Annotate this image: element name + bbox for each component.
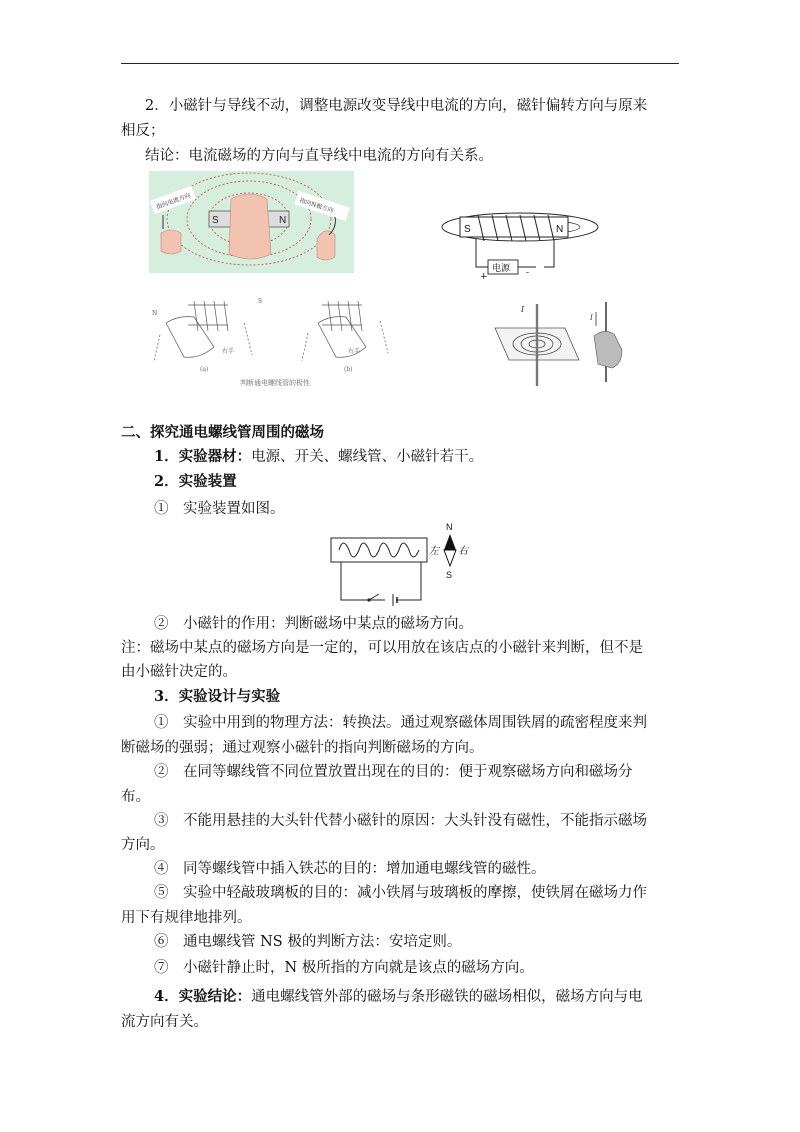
fig2-minus-label: - [526, 268, 530, 278]
step-4: ④ 同等螺线管中插入铁芯的目的：增加通电螺线管的磁性。 [154, 861, 546, 877]
apparatus-s-label: S [446, 570, 453, 580]
apparatus-left-label: 左 [429, 546, 439, 557]
fig3-s-label: S [258, 298, 263, 305]
paragraph-2-line-2: 相反； [121, 123, 165, 139]
fig3-hand-right: 右手 [348, 348, 361, 355]
step-7: ⑦ 小磁针静止时，N 极所指的方向就是该点的磁场方向。 [154, 960, 534, 976]
fig4-i-label: I [521, 305, 525, 314]
apparatus-n-label: N [446, 522, 453, 532]
item-1-text: 电源、开关、螺线管、小磁针若干。 [251, 449, 484, 465]
step-2-line-2: 布。 [121, 789, 150, 805]
fig5-i-label: I [590, 314, 593, 322]
fig1-right-label: 指向N极方向 [298, 196, 335, 215]
fig1-left-label: 指向电流方向 [155, 191, 192, 211]
apparatus-figure [325, 520, 475, 608]
fig3-n-label: N [152, 310, 158, 317]
hand-grip-icon [594, 331, 622, 368]
fig2-s-label: S [464, 224, 471, 235]
step-1-line-1: ① 实验中用到的物理方法：转换法。通过观察磁体周围铁屑的疏密程度来判 [154, 715, 647, 731]
hand-grip-wire-figure [588, 298, 632, 384]
note-line-2: 由小磁针决定的。 [121, 664, 237, 680]
step-2-line-1: ② 在同等螺线管不同位置放置出现在的目的：便于观察磁场方向和磁场分 [154, 764, 633, 780]
conclusion-line: 结论：电流磁场的方向与直导线中电流的方向有关系。 [145, 148, 493, 164]
wire-field-figure [485, 298, 585, 390]
item-3-label: 3．实验设计与实验 [154, 688, 281, 705]
header-rule [121, 63, 679, 64]
right-hand-rule-figure [149, 171, 354, 273]
fig3-a-label: (a) [200, 366, 209, 373]
item-4-label: 4．实验结论： [154, 988, 252, 1005]
step-5-line-1: ⑤ 实验中轻敲玻璃板的目的：减小铁屑与玻璃板的摩擦，使铁屑在磁场力作 [154, 885, 647, 901]
fig3-b-label: (b) [344, 366, 353, 373]
fig1-n-label: N [279, 215, 287, 226]
switch-icon [369, 594, 379, 600]
apparatus-right-label: 右 [458, 546, 468, 557]
step-1-line-2: 断磁场的强弱；通过观察小磁针的指向判断磁场的方向。 [121, 740, 484, 756]
fig1-s-label: S [212, 215, 219, 226]
paragraph-2-line-1: 2．小磁针与导线不动，调整电源改变导线中电流的方向，磁针偏转方向与原来 [145, 98, 648, 114]
item-2-label: 2．实验装置 [154, 473, 237, 490]
fig3-hand-left: 右手 [222, 348, 235, 355]
hand-left-icon [161, 230, 181, 254]
item-2-sub-1: ① 实验装置如图。 [154, 501, 285, 517]
step-3-line-2: 方向。 [121, 837, 165, 853]
compass-north-icon [444, 534, 456, 550]
compass-south-icon [444, 550, 456, 566]
solenoid-circuit-figure [440, 205, 600, 280]
solenoid-polarity-figure [148, 283, 408, 391]
item-1-label: 1．实验器材： [154, 448, 252, 465]
item-4-line-2: 流方向有关。 [121, 1014, 208, 1030]
fig2-power-label: 电源 [492, 264, 511, 274]
step-5-line-2: 用下有规律地排列。 [121, 910, 252, 926]
step-3-line-1: ③ 不能用悬挂的大头针代替小磁针的原因：大头针没有磁性，不能指示磁场 [154, 813, 647, 829]
hand-center-icon [229, 194, 271, 259]
fig2-n-label: N [556, 224, 564, 235]
note-line-1: 注：磁场中某点的磁场方向是一定的，可以用放在该店点的小磁针来判断，但不是 [121, 640, 643, 656]
item-4-line-1: 通电螺线管外部的磁场与条形磁铁的磁场相似，磁场方向与电 [251, 989, 643, 1005]
fig3-caption: 判断通电螺线管的极性 [240, 379, 310, 387]
item-4 [154, 987, 643, 1007]
item-2-sub-2: ② 小磁针的作用：判断磁场中某点的磁场方向。 [154, 616, 473, 632]
fig2-plus-label: + [480, 272, 488, 280]
section-2-heading: 二、探究通电螺线管周围的磁场 [121, 424, 324, 441]
step-6: ⑥ 通电螺线管 NS 极的判断方法：安培定则。 [154, 934, 462, 950]
item-1 [154, 447, 483, 467]
hand-right-icon [317, 231, 335, 260]
